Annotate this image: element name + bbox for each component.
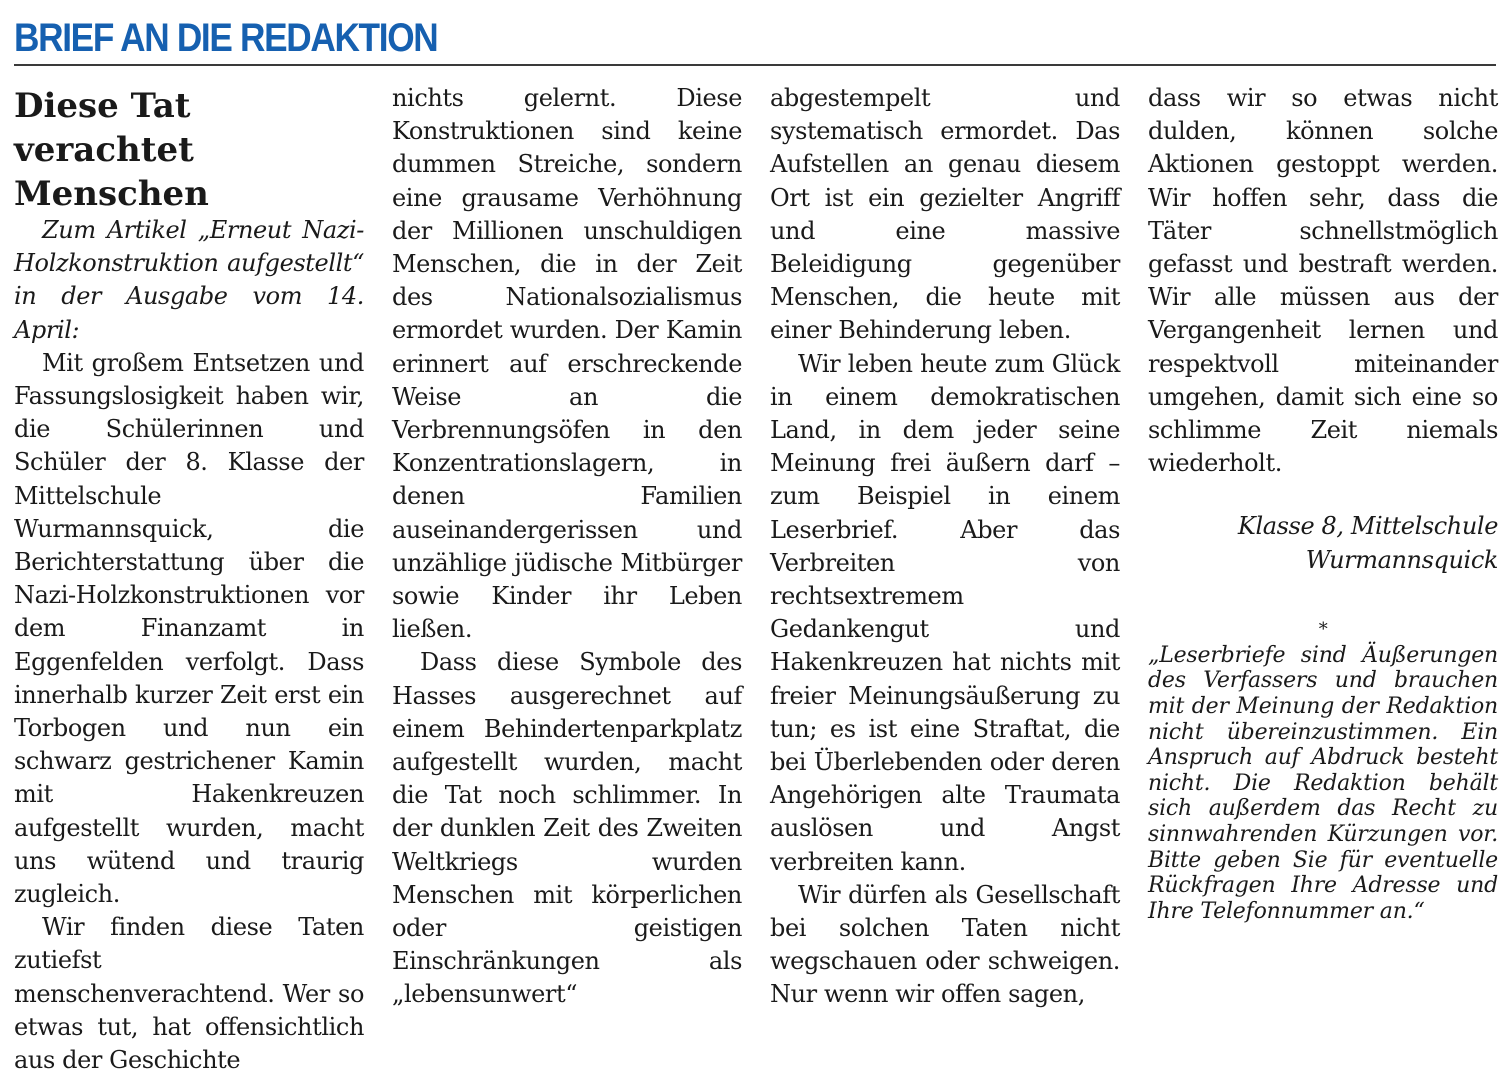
header-rule [14, 64, 1496, 66]
paragraph: Dass diese Symbole des Hasses ausgerechnet auf einem Behindertenparkplatz aufgestellt wurden, macht die Tat noch schlimmer. In der dunklen Zeit des Zweiten Weltkriegs wurden Menschen mit körperlichen oder geistigen Einschränkungen als „lebensunwert“ [392, 648, 742, 1009]
paragraph: abgestempelt und systematisch ermordet. Das Aufstellen an genau diesem Ort ist ein gezielter Angriff und eine massive Beleidigung gegenüber Menschen, die heute mit einer Behinderung leben. [770, 84, 1120, 345]
article-reference: Zum Artikel „Erneut Nazi-Holzkonstruktion aufgestellt“ in der Ausgabe vom 14. April: [14, 216, 364, 344]
paragraph: nichts gelernt. Diese Konstruktionen sind keine dummen Streiche, sondern eine grausame Verhöhnung der Millionen unschuldigen Menschen, die in der Zeit des Nationalsozialismus ermordet wurden. Der Kamin erinnert auf erschreckende Weise an die Verbrennungsöfen in den Konzentrationslagern, in denen Familien auseinandergerissen und unzählige jüdische Mitbürger sowie Kinder ihr Leben ließen. [392, 84, 742, 644]
signature-line: Klasse 8, Mittelschule [1237, 512, 1498, 541]
paragraph: Wir dürfen als Gesellschaft bei solchen Taten nicht wegschauen oder schweigen. Nur wenn wir offen sagen, [770, 880, 1120, 1009]
signature-line: Wurmannsquick [1305, 545, 1498, 574]
separator: * [1318, 618, 1328, 640]
signature [1148, 510, 1498, 576]
headline: Diese Tat verachtet Menschen [14, 86, 209, 214]
paragraph: Wir finden diese Taten zutiefst menschenverachtend. Wer so etwas tut, hat offensichtlich aus der Geschichte [14, 913, 364, 1075]
paragraph: Mit großem Entsetzen und Fassungslosigkeit haben wir, die Schülerinnen und Schüler der 8. Klasse der Mittelschule Wurmannsquick, die Berichterstattung über die Nazi-Holzkonstruktionen vor dem Finanzamt in Eggenfelden verfolgt. Dass innerhalb kurzer Zeit erst ein Torbogen und nun ein schwarz gestrichener Kamin mit Hakenkreuzen aufgestellt wurden, macht uns wütend und traurig zugleich. [14, 348, 364, 909]
column-2 [392, 82, 742, 1012]
disclaimer: „Leserbriefe sind Äußerungen des Verfassers und brauchen mit der Meinung der Redaktion nicht übereinzustimmen. Ein Anspruch auf Abdruck besteht nicht. Die Redaktion behält sich außerdem das Recht zu sinnwahrenden Kürzungen vor. Bitte geben Sie für eventuelle Rückfragen Ihre Adresse und Ihre Telefonnummer an.“ [1148, 642, 1498, 924]
column-1 [14, 84, 364, 1077]
column-3 [770, 82, 1120, 1012]
paragraph: dass wir so etwas nicht dulden, können solche Aktionen gestoppt werden. Wir hoffen sehr, dass die Täter schnellstmöglich gefasst und bestraft werden. Wir alle müssen aus der Vergangenheit lernen und respektvoll miteinander umgehen, damit sich eine so schlimme Zeit niemals wiederholt. [1148, 84, 1498, 478]
section-title: BRIEF AN DIE REDAKTION [14, 16, 438, 60]
column-4 [1148, 82, 1498, 924]
paragraph: Wir leben heute zum Glück in einem demokratischen Land, in dem jeder seine Meinung frei äußern darf – zum Beispiel in einem Leserbrief. Aber das Verbreiten von rechtsextremem Gedankengut und Hakenkreuzen hat nichts mit freier Meinungsäußerung zu tun; es ist eine Straftat, die bei Überlebenden oder deren Angehörigen alte Traumata auslösen und Angst verbreiten kann. [770, 349, 1120, 876]
